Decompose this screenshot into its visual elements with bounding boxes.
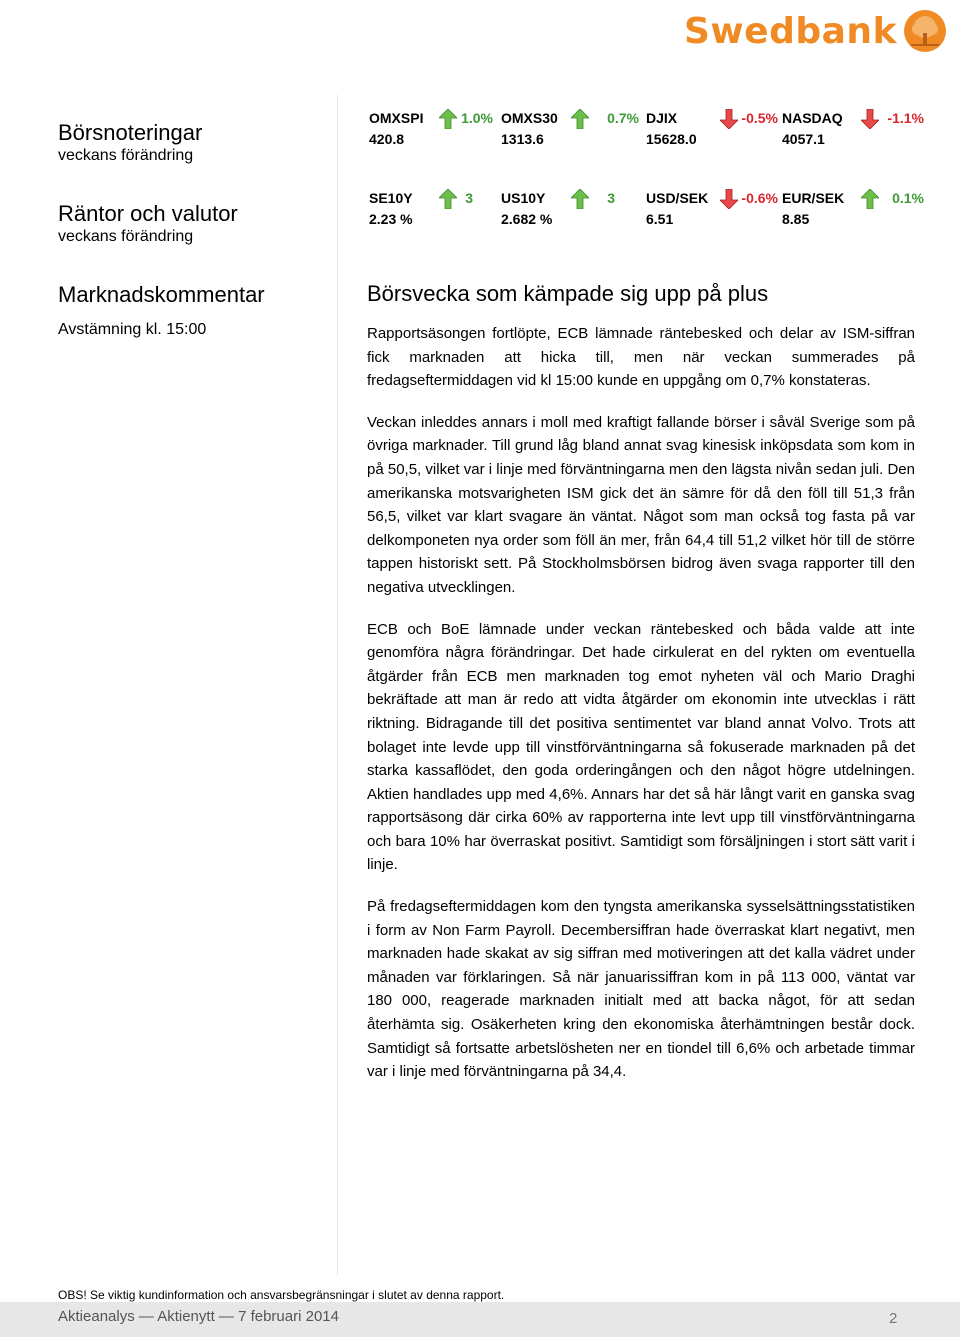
listings-title: Börsnoteringar bbox=[58, 120, 203, 145]
quote-value: 1313.6 bbox=[501, 131, 544, 147]
quote-change: 1.0% bbox=[461, 110, 493, 126]
quote-name: USD/SEK bbox=[646, 190, 709, 206]
quote-change: 0.7% bbox=[607, 110, 639, 126]
arrow-up-icon bbox=[571, 109, 589, 129]
listings-subtitle: veckans förändring bbox=[58, 147, 194, 164]
article-title: Börsvecka som kämpade sig upp på plus bbox=[367, 281, 769, 306]
commentary-title: Marknadskommentar bbox=[58, 282, 265, 307]
article-paragraph: ECB och BoE lämnade under veckan räntebesked och båda valde att inte genomföra några förändringar. Det hade cirkulerat en del rykten om eventuella åtgärder från ECB men marknaden tog emot nyheten väl och Mario Draghi bekräftade att man är redo att vidta åtgärder om ekonomin inte utvecklas i rätt riktning. Bidragande till det positiva sentimentet var bland annat Volvo. Trots att bolaget inte levde upp till vinstförväntningarna så fokuserade marknaden på det starka kassaflödet, den goda orderingången och den något högre utdelningen. Aktien handlades upp med 4,6%. Annars har det så här långt varit en ganska svag rapportsäsong där cirka 60% av rapporterna inte levt upp till vinstförväntningarna och bara 10% har överraskat positivt. Samtidigt som försäljningen i stort sätt varit i linje. bbox=[367, 620, 915, 874]
quote-eursek bbox=[782, 189, 932, 229]
quote-name: US10Y bbox=[501, 190, 546, 206]
brand-name: Swedbank bbox=[684, 10, 898, 52]
quote-change: 3 bbox=[607, 190, 615, 206]
rates-title: Räntor och valutor bbox=[58, 201, 238, 226]
swedbank-logo bbox=[684, 6, 947, 56]
quote-change: -0.6% bbox=[741, 190, 778, 206]
quote-value: 8.85 bbox=[782, 211, 810, 227]
quote-name: DJIX bbox=[646, 110, 678, 126]
quote-name: NASDAQ bbox=[782, 110, 843, 126]
quote-usdsek bbox=[646, 189, 796, 229]
quote-change: 0.1% bbox=[892, 190, 924, 206]
quotes-row-indices bbox=[369, 109, 929, 149]
quote-nasdaq bbox=[782, 109, 932, 149]
article-paragraph: På fredagseftermiddagen kom den tyngsta amerikanska sysselsättningsstatistiken i form av Non Farm Payroll. Decembersiffran hade överraskat klart negativt, men marknaden hade skakat av sig siffran med motiveringen att det kalla vädret under månaden var förklaringen. Så när januarissiffran kom in på 113 000, väntat var 180 000, reagerade marknaden initialt med att backa något, för att sedan återhämta sig. Osäkerheten kring den ekonomiska återhämtningen består dock. Samtidigt så fortsatte arbetslösheten ner en tiondel till 6,6% och arbetade timmar var i linje med förväntningarna på 34,4. bbox=[367, 898, 915, 1081]
article-paragraph: Rapportsäsongen fortlöpte, ECB lämnade räntebesked och delar av ISM-siffran fick marknaden att hicka till, men när veckan summerades på fredagseftermiddagen vid kl 15:00 kunde en uppgång om 0,7% konstateras. bbox=[367, 325, 915, 390]
commentary-timestamp: Avstämning kl. 15:00 bbox=[58, 321, 207, 338]
page-number: 2 bbox=[889, 1310, 898, 1327]
quotes-row-rates bbox=[369, 189, 929, 229]
article-paragraph: Veckan inleddes annars i moll med kraftigt fallande börser i såväl Sverige som på övriga marknader. Till grund låg bland annat svag kinesisk inköpsdata som kom in på 50,5, vilket var i linje med förväntningarna men den lägsta nivån sedan juli. Den amerikanska motsvarigheten ISM gick det än sämre för då den föll till 51,3 från 56,5, vilket var klart svagare än väntat. Något som man också tog fasta på var delkomponeten nya order som föll än mer, från 64,4 till 51,2 vilket hör till de större tappen historiskt sett. På Stockholmsbörsen bidrog även svaga rapporter till den negativa utvecklingen. bbox=[367, 413, 915, 596]
disclaimer-notice: OBS! Se viktig kundinformation och ansvarsbegränsningar i slutet av denna rapport. bbox=[58, 1288, 505, 1302]
arrow-down-icon bbox=[720, 189, 738, 209]
quote-change: 3 bbox=[465, 190, 473, 206]
quote-name: OMXS30 bbox=[501, 110, 558, 126]
article-body bbox=[367, 322, 915, 1102]
quote-djix bbox=[646, 109, 796, 149]
column-divider bbox=[337, 95, 338, 1275]
arrow-down-icon bbox=[720, 109, 738, 129]
arrow-up-icon bbox=[439, 109, 457, 129]
quote-change: -0.5% bbox=[741, 110, 778, 126]
quote-change: -1.1% bbox=[887, 110, 924, 126]
quote-se10y bbox=[369, 189, 519, 229]
arrow-up-icon bbox=[861, 189, 879, 209]
quote-omxs30 bbox=[501, 109, 651, 149]
quote-value: 2.23 % bbox=[369, 211, 413, 227]
quote-us10y bbox=[501, 189, 651, 229]
quote-omxspi bbox=[369, 109, 519, 149]
oak-tree-logo-icon bbox=[903, 9, 947, 53]
footer-label: Aktieanalys — Aktienytt — 7 februari 2014 bbox=[58, 1308, 339, 1325]
quote-value: 2.682 % bbox=[501, 211, 553, 227]
quote-value: 6.51 bbox=[646, 211, 674, 227]
arrow-down-icon bbox=[861, 109, 879, 129]
quote-value: 4057.1 bbox=[782, 131, 825, 147]
quote-name: OMXSPI bbox=[369, 110, 424, 126]
rates-subtitle: veckans förändring bbox=[58, 228, 194, 245]
quote-value: 420.8 bbox=[369, 131, 405, 147]
arrow-up-icon bbox=[571, 189, 589, 209]
quote-name: SE10Y bbox=[369, 190, 413, 206]
quote-name: EUR/SEK bbox=[782, 190, 845, 206]
quote-value: 15628.0 bbox=[646, 131, 697, 147]
arrow-up-icon bbox=[439, 189, 457, 209]
page-footer bbox=[0, 1302, 960, 1337]
